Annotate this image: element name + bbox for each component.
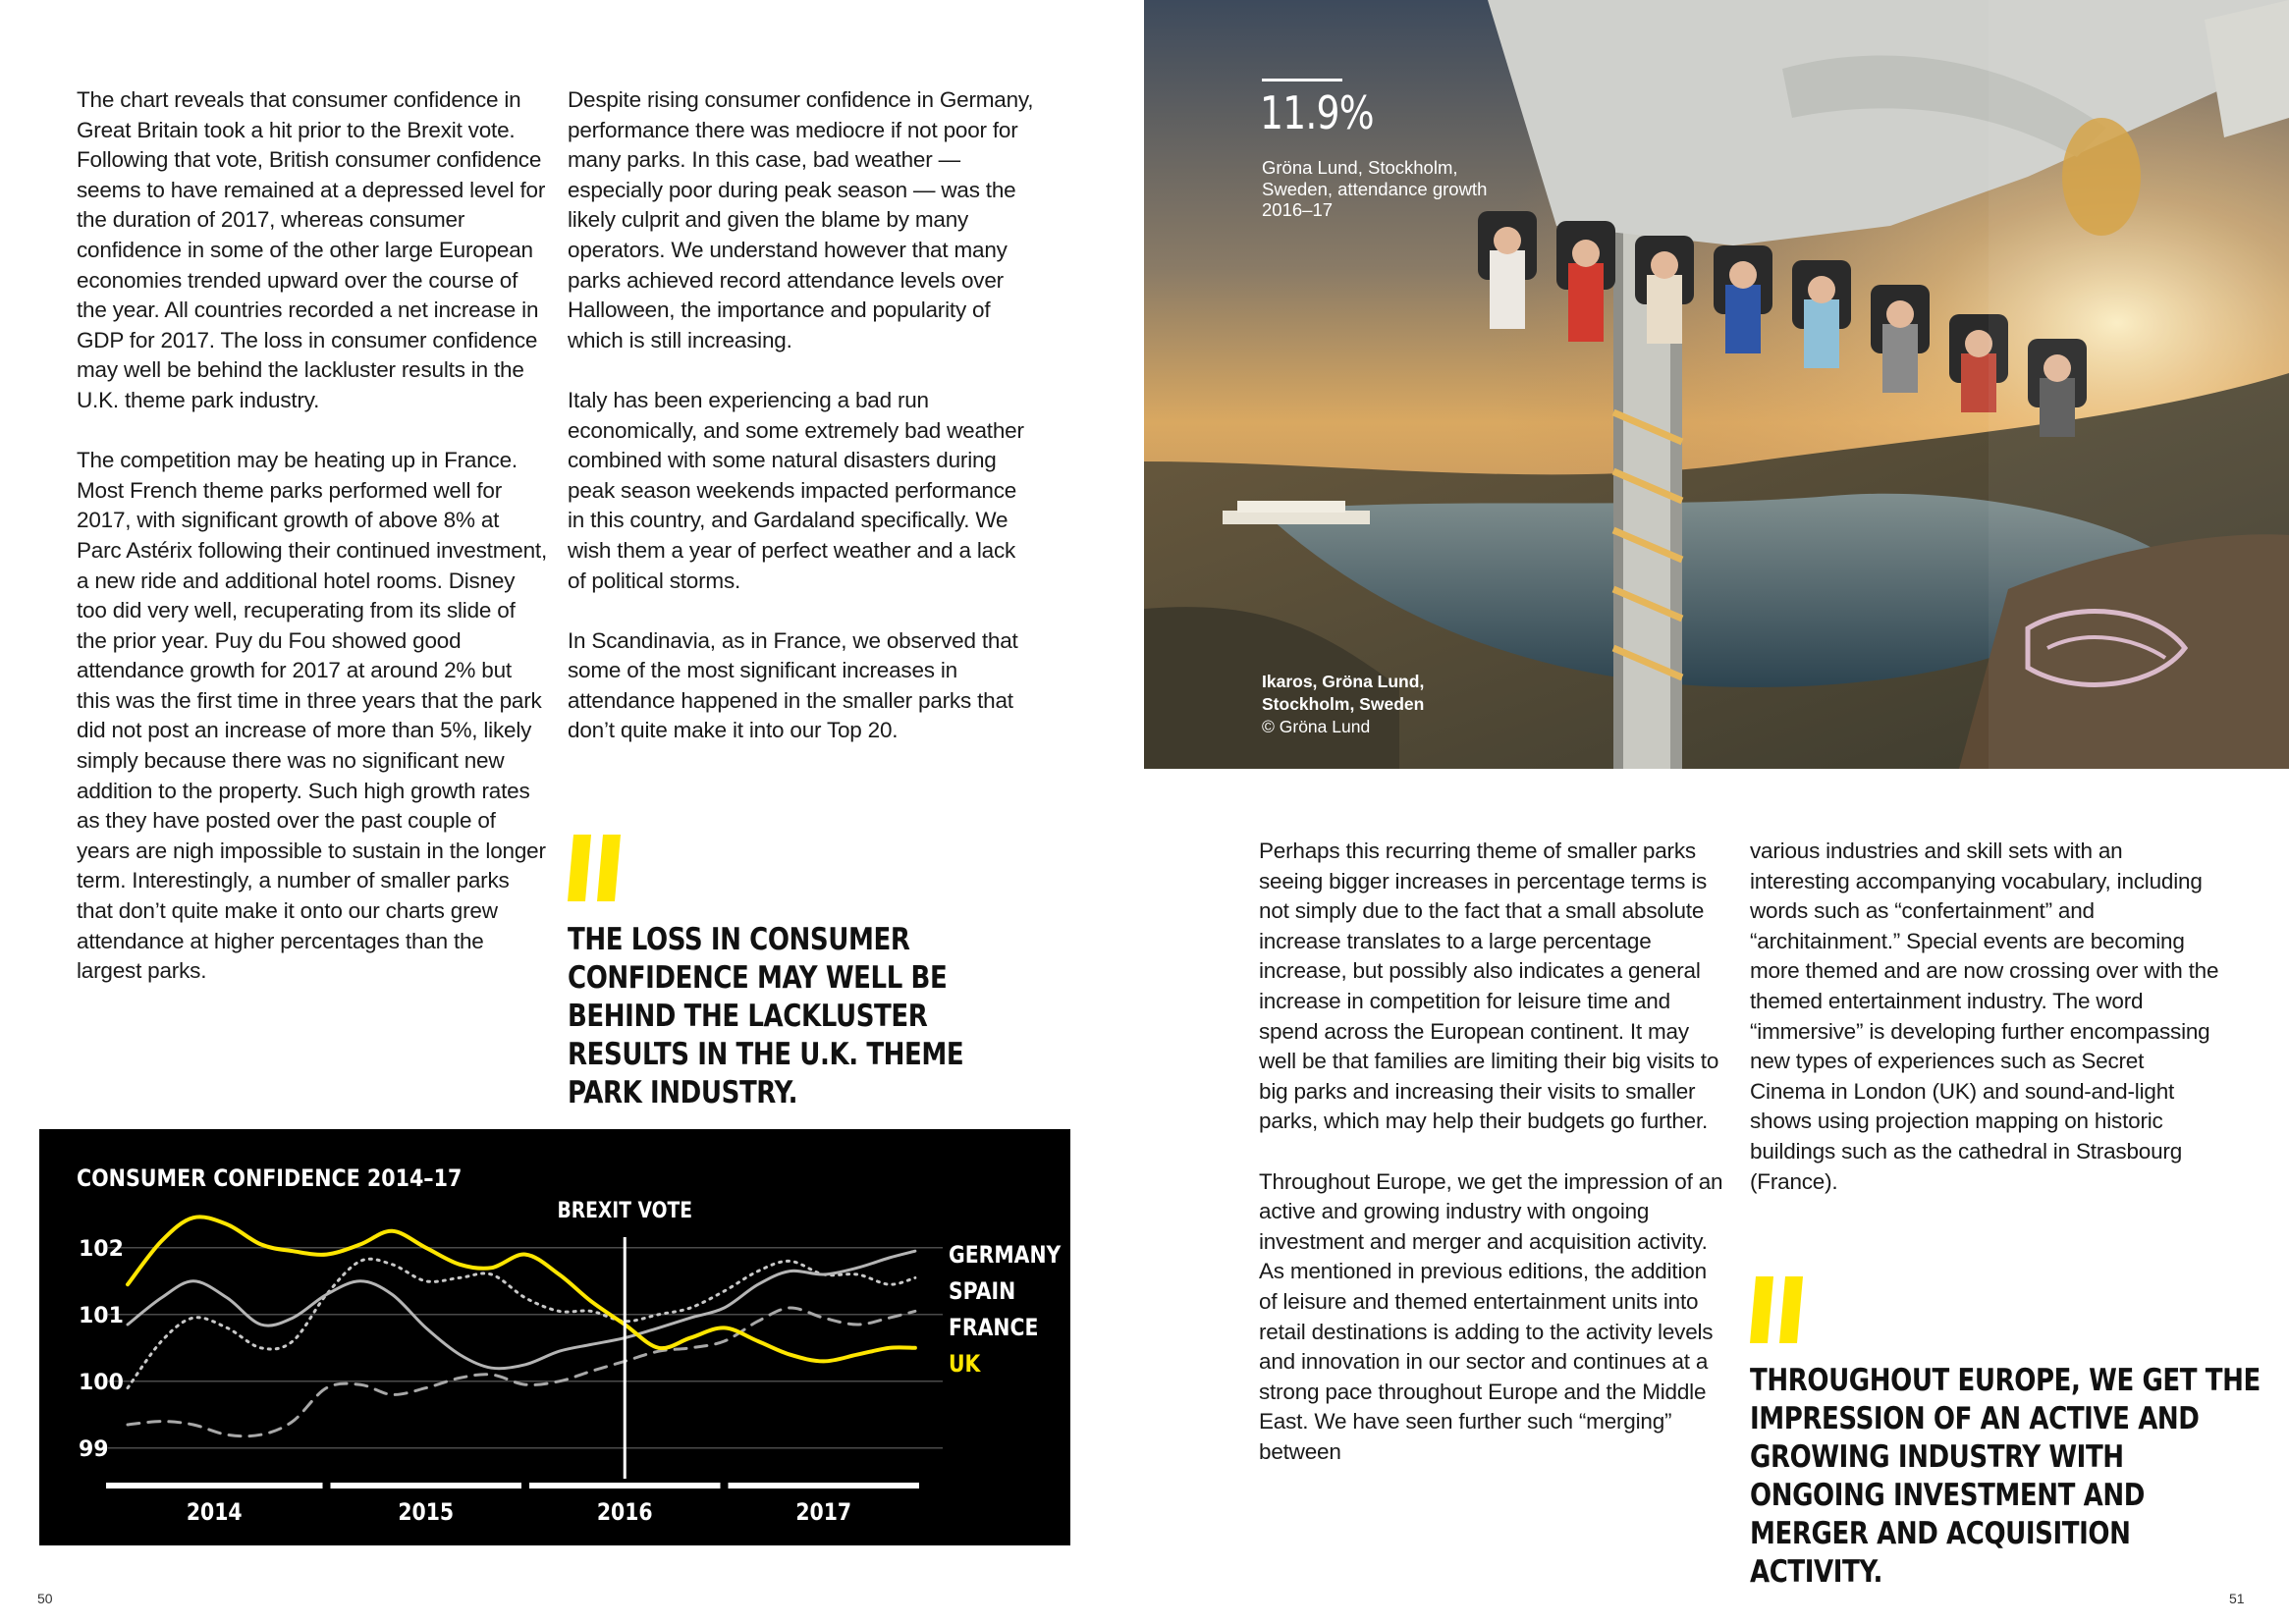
x-axis-bar — [529, 1483, 721, 1489]
x-axis-bar — [729, 1483, 920, 1489]
y-tick-label: 101 — [79, 1303, 124, 1328]
y-tick-label: 100 — [79, 1370, 124, 1395]
body-column-3 — [1259, 837, 1730, 1467]
legend-entry-france: FRANCE — [949, 1314, 1039, 1342]
x-tick-label: 2017 — [795, 1498, 852, 1527]
brexit-vote-label: BREXIT VOTE — [557, 1197, 693, 1223]
pull-quote: THE LOSS IN CONSUMER CONFIDENCE MAY WELL BE BEHIND THE LACKLUSTER RESULTS IN THE U.K. THEME PARK INDUSTRY. — [568, 922, 964, 1110]
photo-credit: © Gröna Lund — [1262, 717, 1371, 736]
x-tick-label: 2015 — [398, 1498, 455, 1527]
paragraph: In Scandinavia, as in France, we observed that some of the most significant increases in attendance happened in the smaller parks that don’t quite make it into our Top 20. — [568, 627, 1018, 743]
y-tick-label: 99 — [79, 1436, 109, 1462]
body-column-4 — [1750, 837, 2221, 1197]
chart-title: CONSUMER CONFIDENCE 2014–17 — [77, 1164, 463, 1193]
x-tick-label: 2014 — [186, 1498, 243, 1527]
quote-mark-icon — [1750, 1276, 1809, 1343]
x-tick-label: 2016 — [596, 1498, 653, 1527]
paragraph: Perhaps this recurring theme of smaller parks seeing bigger increases in percentage terms is not simply due to the fact that a small absolute increase translates to a large percentage increase, but possibly also indicates a general increase in competition for leisure time and spend across the European continent. It may well be that families are limiting their big visits to big parks and increasing their visits to smaller parks, which may help their budgets go further. — [1259, 839, 1719, 1134]
y-tick-label: 102 — [79, 1236, 124, 1262]
chart-canvas — [39, 1129, 1070, 1545]
stat-value: 11.9% — [1260, 86, 1374, 139]
paragraph: various industries and skill sets with an interesting accompanying vocabulary, including words such as “confertainment” and “architainment.” Special events are becoming more themed and are now crossing over with the themed entertainment industry. The word “immersive” is developing further encompassing new types of experiences such as Secret Cinema in London (UK) and sound-and-light shows using projection mapping on historic buildings such as the cathedral in Strasbourg (France). — [1750, 839, 2219, 1194]
paragraph: Despite rising consumer confidence in Germany, performance there was mediocre if not poor for many parks. In this case, bad weather — especially poor during peak season — was the likely culprit and given the blame by many operators. We understand however that many parks achieved record attendance levels over Halloween, the importance and popularity of which is still increasing. — [568, 87, 1034, 352]
consumer-confidence-chart — [39, 1129, 1070, 1545]
paragraph: Throughout Europe, we get the impression of an active and growing industry with ongoing investment and merger and acquisition activity. As mentioned in previous editions, the addition of leisure and themed entertainment units into retail destinations is adding to the activity levels and innovation in our sector and continues at a strong pace throughout Europe and the Middle East. We have seen further such “merging” between — [1259, 1168, 1723, 1464]
paragraph: Italy has been experiencing a bad run economically, and some extremely bad weather combined with some natural disasters during peak season weekends impacted performance in this country, and Gardaland specifically. We wish them a year of perfect weather and a lack of political storms. — [568, 387, 1024, 593]
series-line-france — [128, 1308, 915, 1436]
legend-entry-uk: UK — [949, 1350, 981, 1379]
page-number: 51 — [2229, 1591, 2245, 1606]
photo-caption — [1262, 671, 1478, 738]
pull-quote: THROUGHOUT EUROPE, WE GET THE IMPRESSION OF AN ACTIVE AND GROWING INDUSTRY WITH ONGOING INVESTMENT AND MERGER AND ACQUISITION ACTIVITY. — [1750, 1363, 2261, 1590]
paragraph: The chart reveals that consumer confidence in Great Britain took a hit prior to the Brexit vote. Following that vote, British consumer confidence seems to have remained at a depressed level for the duration of 2017, whereas consumer confidence in some of the other large European economies trended upward over the course of the year. All countries recorded a net increase in GDP for 2017. The loss in consumer confidence may well be behind the lackluster results in the U.K. theme park industry. — [77, 87, 546, 412]
x-axis-bar — [106, 1483, 323, 1489]
stat-rule — [1262, 79, 1342, 81]
series-line-uk — [128, 1217, 915, 1361]
stat-caption: Gröna Lund, Stockholm, Sweden, attendance growth 2016–17 — [1262, 157, 1488, 220]
x-axis-bar — [331, 1483, 522, 1489]
quote-mark-icon — [568, 835, 627, 901]
photo-caption-title: Ikaros, Gröna Lund, Stockholm, Sweden — [1262, 672, 1425, 714]
body-column-2 — [568, 85, 1039, 746]
legend-entry-germany: GERMANY — [949, 1241, 1062, 1270]
paragraph: The competition may be heating up in France. Most French theme parks performed well for 2017, with significant growth of above 8% at Parc Astérix following their continued investment, a new ride and additional hotel rooms. Disney too did very well, recuperating from its slide of the prior year. Puy du Fou showed good attendance growth for 2017 at around 2% but this was the first time in three years that the park did not post an increase of more than 5%, likely simply because there was no significant new addition to the property. Such high growth rates as they have posted over the past couple of years are nigh impossible to sustain in the longer term. Interestingly, a number of smaller parks that don’t quite make it onto our charts grew attendance at higher percentages than the largest parks. — [77, 448, 547, 984]
legend-entry-spain: SPAIN — [949, 1277, 1016, 1306]
page-number: 50 — [37, 1591, 53, 1606]
series-line-spain — [128, 1259, 915, 1387]
body-column-1 — [77, 85, 548, 987]
